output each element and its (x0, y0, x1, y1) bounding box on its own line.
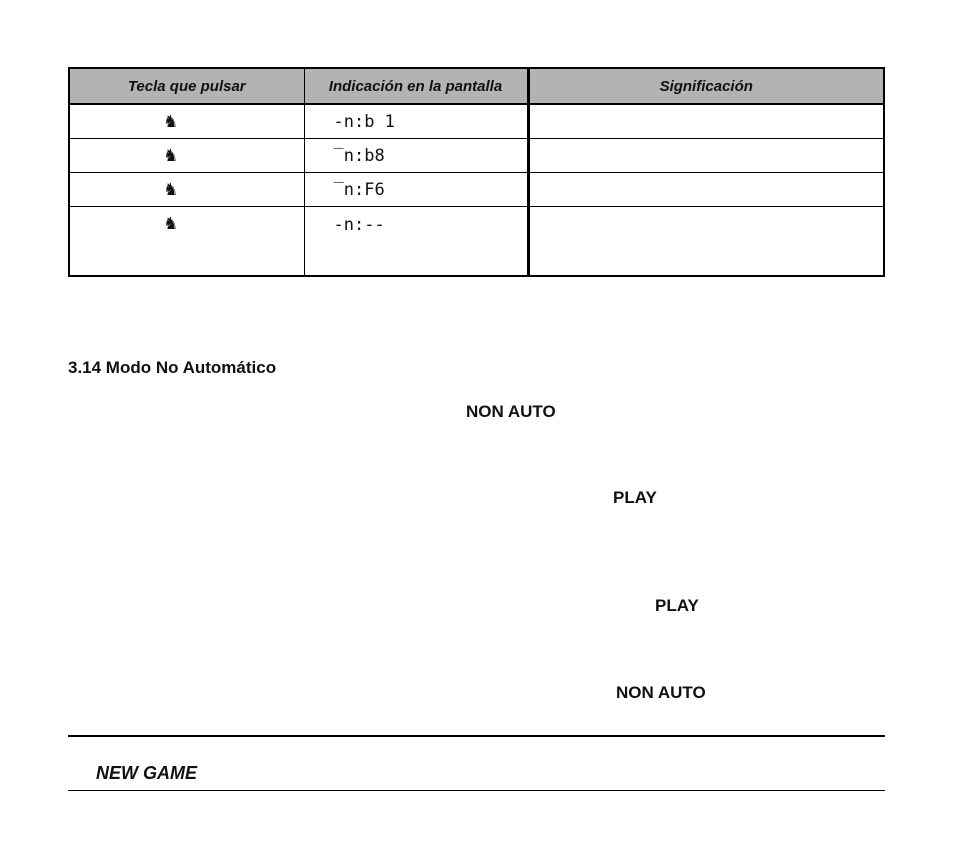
display-cell (304, 173, 528, 207)
lcd-display-text: ‾n:F6 (333, 179, 385, 200)
chess-knight-icon: ♞ (163, 145, 179, 165)
divider-top (68, 735, 885, 737)
chess-knight-icon: ♞ (163, 214, 179, 233)
key-cell (69, 139, 304, 173)
header-meaning: Significación (528, 68, 884, 104)
key-table (68, 67, 885, 277)
keyword-non-auto: NON AUTO (466, 402, 556, 421)
section-heading: 3.14 Modo No Automático (68, 358, 277, 377)
meaning-cell (528, 104, 884, 139)
new-game-label: NEW GAME (96, 763, 197, 783)
meaning-cell (528, 207, 884, 277)
key-cell (69, 104, 304, 139)
lcd-display-text: ‾n:b8 (333, 145, 385, 166)
keyword-non-auto: NON AUTO (616, 683, 706, 702)
table-row (69, 207, 884, 277)
meaning-cell (528, 139, 884, 173)
key-cell (69, 207, 304, 277)
meaning-cell (528, 173, 884, 207)
table-row (69, 104, 884, 139)
chess-knight-icon: ♞ (163, 111, 179, 131)
chess-knight-icon: ♞ (163, 179, 179, 199)
table-header-row (69, 68, 884, 104)
table-row (69, 139, 884, 173)
header-key: Tecla que pulsar (69, 68, 304, 104)
divider-bottom (68, 790, 885, 791)
display-cell (304, 104, 528, 139)
header-display: Indicación en la pantalla (304, 68, 528, 104)
table-row (69, 173, 884, 207)
key-cell (69, 173, 304, 207)
lcd-display-text: -n:-- (333, 215, 385, 235)
lcd-display-text: -n:b 1 (333, 111, 395, 132)
keyword-play: PLAY (613, 488, 657, 507)
keyword-play: PLAY (655, 596, 699, 615)
display-cell (304, 207, 528, 277)
display-cell (304, 139, 528, 173)
